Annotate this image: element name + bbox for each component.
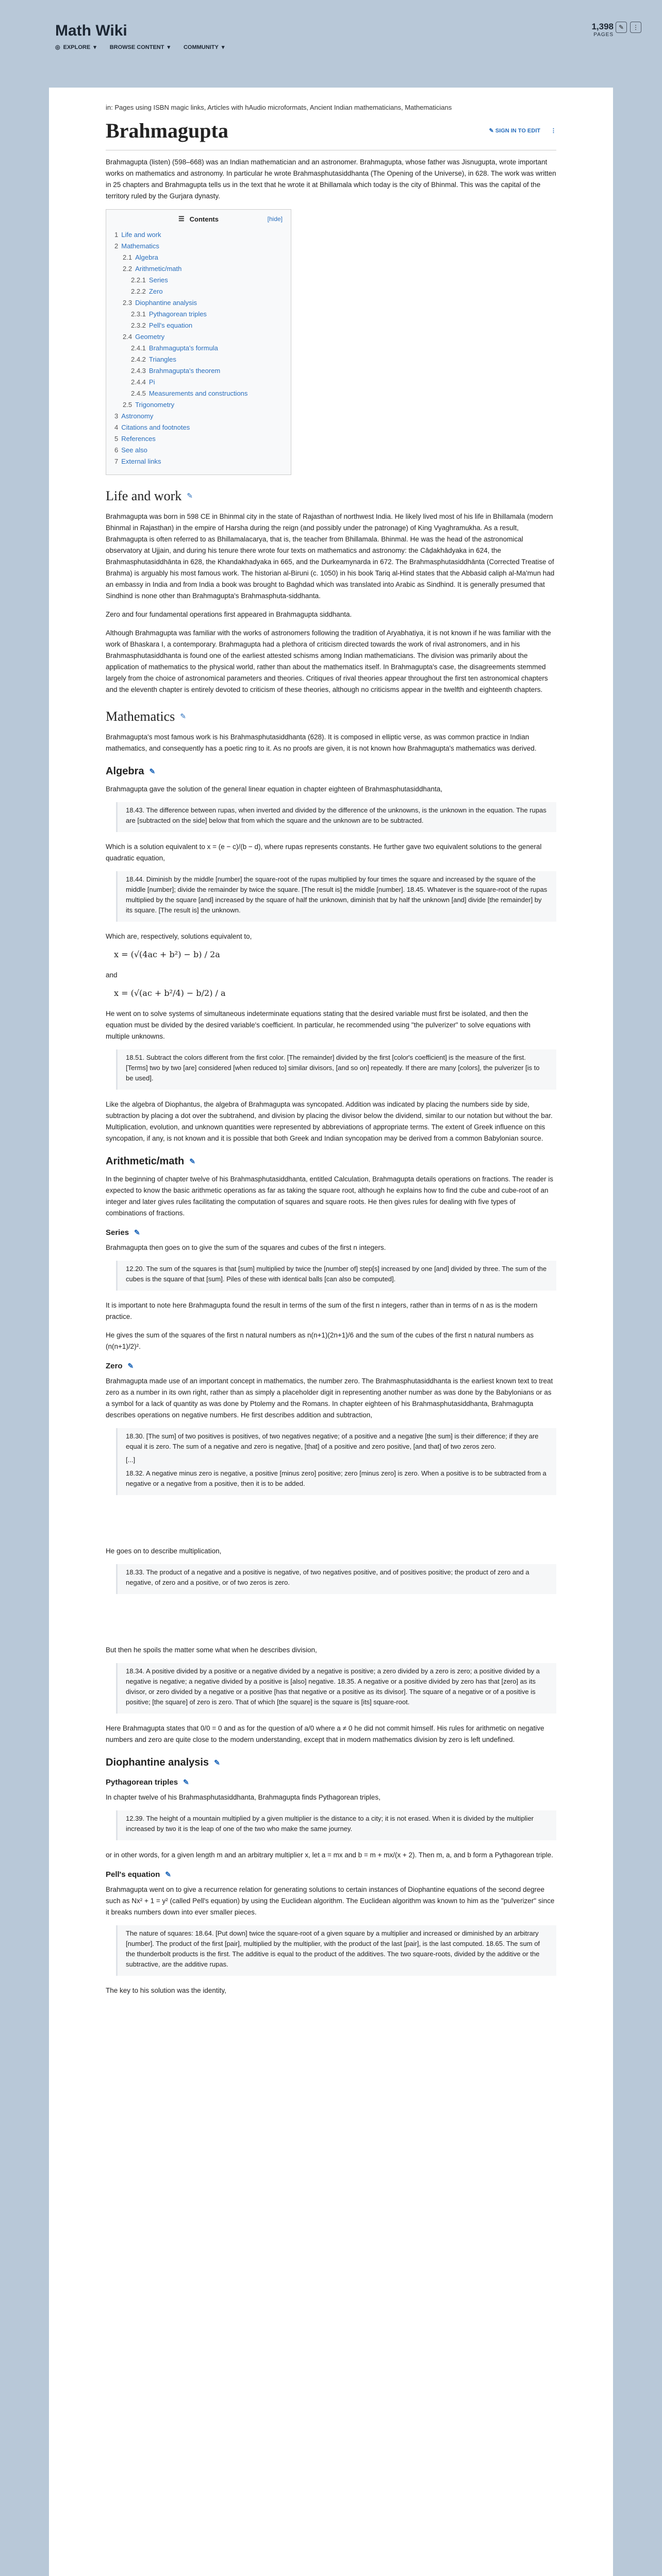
blockquote: 18.51. Subtract the colors different from the first color. [The remainder] divided by the first [color's coefficient] is the measure of the first. [Terms] two by two [are] considered [when reduced to] similar divisors, [and so on] repeatedly. If there are many [colors], the pulverizer [is to be used]. — [116, 1049, 556, 1090]
toc-item-number: 2.2.2 — [131, 287, 146, 295]
chevron-down-icon: ▾ — [167, 44, 170, 50]
toc-item-number: 2.5 — [123, 401, 133, 409]
life-paragraph: Although Brahmagupta was familiar with the works of astronomers following the tradition of Aryabhatiya, it is not known if he was familiar with the work of Bhaskara I, a contemporary. Brahmagupta had a plethora of criticism directed towards the work of rival astronomers, and in his Brahmasphutasiddhanta is found one of the earliest attested schisms among Indian mathematicians. The division was primarily about the application of mathematics to the physical world, rather than about the mathematics itself. In Brahmagupta's case, the disagreements stemmed largely from the choice of astronomical parameters and theories. Critiques of rival theories appear throughout the first ten astronomical chapters and the eleventh chapter is entirely devoted to criticism of these theories, although no criticisms appear in the twelfth and eighteenth chapters. — [106, 629, 551, 693]
toc-item-label[interactable]: Algebra — [135, 253, 158, 261]
toc-item-label[interactable]: Brahmagupta's formula — [148, 344, 218, 352]
toc-item[interactable] — [114, 422, 283, 433]
toc-item-number: 2.2 — [123, 265, 133, 273]
toc-item-number: 2.3.2 — [131, 321, 146, 329]
toc-item-number: 2.4 — [123, 333, 133, 341]
chevron-down-icon: ▾ — [221, 44, 225, 50]
toc-item[interactable] — [114, 320, 283, 331]
formula: x = (√(ac + b²/4) − b/2) / a — [114, 988, 226, 998]
section-heading-diophantine: Diophantine analysis ✎ — [106, 1757, 220, 1768]
spacer — [106, 1603, 556, 1645]
toc-item-number: 2.4.5 — [131, 389, 146, 397]
toc-item-label[interactable]: Geometry — [135, 333, 165, 341]
series-paragraph: Brahmagupta then goes on to give the sum of the squares and cubes of the first n integers. — [106, 1244, 386, 1251]
compass-icon: ◎ — [55, 44, 60, 50]
toc-item[interactable] — [114, 331, 283, 343]
algebra-paragraph: Brahmagupta gave the solution of the general linear equation in chapter eighteen of Brahmasphutasiddhanta, — [106, 785, 442, 793]
blockquote: 18.43. The difference between rupas, when inverted and divided by the difference of the unknowns, is the unknown in the equation. The rupas are [subtracted on the side] below that from which the square and the unknown are to be subtracted. — [116, 802, 556, 832]
series-paragraph: He gives the sum of the squares of the first n natural numbers as n(n+1)(2n+1)/6 and the sum of the cubes of the first n natural numbers as (n(n+1)/2)². — [106, 1331, 534, 1350]
zero-paragraph: He goes on to describe multiplication, — [106, 1547, 222, 1555]
toc-item[interactable] — [114, 229, 283, 241]
blockquote: 18.30. [The sum] of two positives is positives, of two negatives negative; of a positive and a negative [the sum] is their difference; if they are equal it is zero. The sum of a negative and zero is negative, [that] of a positive and zero positive, [and that] of two zeros zero. [...] 18.32. A negative minus zero is negative, a positive [minus zero] positive; zero [minus zero] is zero. When a positive is to be subtracted from a negative or a negative from a positive, then it is to be added. — [116, 1428, 556, 1495]
toc-item[interactable] — [114, 286, 283, 297]
toc-item-label[interactable]: Diophantine analysis — [135, 299, 197, 307]
toc-item[interactable] — [114, 309, 283, 320]
pell-paragraph: Brahmagupta went on to give a recurrence relation for generating solutions to certain instances of Diophantine equations of the second degree such as Nx² + 1 = y² (called Pell's equation) by using the Euclidean algorithm. The Euclidean algorithm was known to him as the "pulverizer" since it breaks numbers down into ever smaller pieces. — [106, 1886, 555, 1916]
toc-item-label[interactable]: See also — [121, 446, 147, 454]
breadcrumb[interactable]: in: Pages using ISBN magic links, Articles with hAudio microformats, Ancient Indian mathematicians, Mathematicians — [106, 104, 452, 111]
toc-item-label[interactable]: Astronomy — [121, 412, 154, 420]
nav-explore[interactable]: ◎ EXPLORE ▾ — [55, 44, 96, 50]
section-heading-pythagorean: Pythagorean triples ✎ — [106, 1778, 189, 1787]
algebra-paragraph: Which is a solution equivalent to x = (e − c)/(b − d), where rupas represents constants. He further gave two equivalent solutions to the general quadratic equation, — [106, 843, 542, 862]
page-title: Brahmagupta — [106, 119, 228, 142]
toc-item-number: 1 — [114, 231, 119, 239]
toc-item-number: 2.4.1 — [131, 344, 146, 352]
edit-section-icon[interactable]: ✎ — [214, 1758, 220, 1767]
toc-title: Contents — [189, 215, 219, 223]
sign-in-button[interactable]: ✎ SIGN IN TO EDIT — [489, 128, 540, 134]
edit-section-icon[interactable]: ✎ — [189, 1157, 195, 1165]
toc-item-label[interactable]: Pell's equation — [148, 321, 193, 329]
toc-item-label[interactable]: Series — [148, 276, 168, 284]
toc-item-number: 2.4.3 — [131, 367, 146, 375]
toc-item[interactable] — [114, 263, 283, 275]
title-row — [106, 118, 556, 143]
toc-list — [114, 229, 283, 467]
site-header — [0, 0, 662, 88]
toc-item-number: 2.3.1 — [131, 310, 146, 318]
blockquote: 12.39. The height of a mountain multiplied by a given multiplier is the distance to a city; it is not erased. When it is divided by the multiplier increased by two it is the leap of one of the two who make the same journey. — [116, 1810, 556, 1840]
pencil-icon: ✎ — [489, 128, 495, 134]
pages-stat — [591, 22, 614, 38]
edit-section-icon[interactable]: ✎ — [183, 1778, 189, 1786]
toc-item-label[interactable]: Pi — [148, 378, 155, 386]
section-heading-algebra: Algebra ✎ — [106, 766, 156, 777]
toc-item-label[interactable]: External links — [121, 457, 161, 465]
toc-item-number: 4 — [114, 423, 119, 431]
pythagorean-paragraph: or in other words, for a given length m and an arbitrary multiplier x, let a = mx and b = m + mx/(x + 2). Then m, a, and b form a Pythagorean triple. — [106, 1851, 553, 1859]
toc-item-label[interactable]: Triangles — [148, 355, 176, 363]
edit-icon[interactable]: ✎ — [616, 22, 627, 33]
zero-paragraph: Brahmagupta made use of an important concept in mathematics, the number zero. The Brahmasphutasiddhanta is the earliest known text to treat zero as a number in its own right, rather than as simply a placeholder digit in representing another number as was done by the Babylonians or as a symbol for a lack of quantity as was done by Ptolemy and the Romans. In chapter eighteen of his Brahmasphutasiddhanta, Brahmagupta describes operations on negative numbers. He first describes addition and subtraction, — [106, 1377, 553, 1419]
pythagorean-paragraph: In chapter twelve of his Brahmasphutasiddhanta, Brahmagupta finds Pythagorean triples, — [106, 1793, 380, 1801]
toc-item[interactable] — [114, 456, 283, 467]
life-paragraph: Zero and four fundamental operations first appeared in Brahmagupta siddhanta. — [106, 611, 352, 618]
edit-section-icon[interactable]: ✎ — [180, 713, 187, 721]
blockquote: 12.20. The sum of the squares is that [sum] multiplied by twice the [number of] step[s] increased by one [and] divided by three. The sum of the cubes is the square of that [sum]. Piles of these with identical balls [can also be computed]. — [116, 1261, 556, 1291]
section-heading-pell: Pell's equation ✎ — [106, 1870, 171, 1879]
toc-item[interactable] — [114, 241, 283, 252]
formula: x = (√(4ac + b²) − b) / 2a — [114, 950, 220, 959]
toc-item-label[interactable]: Pythagorean triples — [148, 310, 207, 318]
blockquote: 18.33. The product of a negative and a positive is negative, of two negatives positive, and of positives positive; the product of zero and a negative, of zero and a positive, or of two zeros is zero. — [116, 1564, 556, 1594]
more-options-icon[interactable]: ⋮ — [551, 128, 556, 134]
toc-item-label[interactable]: Brahmagupta's theorem — [148, 367, 221, 375]
nav-browse-content[interactable]: BROWSE CONTENT ▾ — [109, 44, 170, 50]
nav-community[interactable]: COMMUNITY ▾ — [183, 44, 225, 50]
toc-item[interactable] — [114, 377, 283, 388]
section-heading-zero: Zero ✎ — [106, 1362, 134, 1370]
edit-section-icon[interactable]: ✎ — [165, 1870, 171, 1878]
edit-section-icon[interactable]: ✎ — [134, 1228, 140, 1236]
toc-item[interactable] — [114, 433, 283, 445]
and-text: and — [106, 971, 118, 979]
toc-item-label[interactable]: References — [121, 435, 156, 443]
toc-item[interactable] — [114, 354, 283, 365]
toc-item-label[interactable]: Zero — [148, 287, 163, 295]
header-icons — [616, 22, 641, 33]
toc-item-number: 6 — [114, 446, 119, 454]
toc-item-number: 7 — [114, 457, 119, 465]
title-actions — [489, 127, 556, 134]
toc-item-label[interactable]: Measurements and constructions — [148, 389, 248, 397]
toc-item-number: 3 — [114, 412, 119, 420]
toc-item[interactable] — [114, 275, 283, 286]
chevron-down-icon: ▾ — [93, 44, 96, 50]
toc-item-label[interactable]: Life and work — [121, 231, 161, 239]
blockquote: The nature of squares: 18.64. [Put down] twice the square-root of a given square by a multiplier and increased or diminished by an arbitrary [number]. The product of the first [pair], multiplied by the multiplier, with the product of the last [pair], is the last computed. 18.65. The sum of the thunderbolt products is the first. The additive is equal to the product of the additives. The two square-roots, divided by the additive or the subtractive, are the additive rupas. — [116, 1925, 556, 1976]
toc-item-number: 2.2.1 — [131, 276, 146, 284]
toc-item[interactable] — [114, 297, 283, 309]
toc-item-number: 2.1 — [123, 253, 133, 261]
series-paragraph: It is important to note here Brahmagupta found the result in terms of the sum of the first n integers, rather than in terms of n as is the modern practice. — [106, 1301, 538, 1320]
pages-label: PAGES — [593, 32, 614, 38]
toc-item-label[interactable]: Trigonometry — [135, 401, 175, 409]
article-page — [49, 88, 613, 2576]
section-heading-arithmetic: Arithmetic/math ✎ — [106, 1156, 195, 1167]
toc-item-number: 2.4.4 — [131, 378, 146, 386]
edit-section-icon[interactable]: ✎ — [127, 1362, 134, 1370]
toc-item-number: 5 — [114, 435, 119, 443]
spacer — [106, 1504, 556, 1546]
toc-item[interactable] — [114, 365, 283, 377]
toc-item[interactable] — [114, 411, 283, 422]
life-paragraph: Brahmagupta was born in 598 CE in Bhinmal city in the state of Rajasthan of northwest India. He likely lived most of his life in Bhillamala (modern Bhinmal in Rajasthan) in the empire of Harsha during the reign (and possibly under the patronage) of King Vyaghramukha. As a result, Brahmagupta is often referred to as Bhillamalacarya, that is, the teacher from Bhillamala. Bhinmal. He was the head of the astronomical observatory at Ujjain, and during his tenure there wrote four texts on mathematics and astronomy: the Cāḍakhādyaka in 624, the Brahmasphutasiddhānta in 628, the Khandakhadyaka in 665, and the Durkeamynarda in 672. The Brahmasphutasiddhānta (Corrected Treatise of Brahma) is arguably his most famous work. The historian al-Biruni (c. 1050) in his book Tariq al-Hind states that the Abbasid caliph al-Ma'mun had an embassy in India and from India a book was brought to Baghdad which was translated into Arabic as Sindhind. It is generally presumed that Sindhind is none other than Brahmagupta's Brahmasphuta-siddhanta. — [106, 513, 555, 600]
toc-item[interactable] — [114, 252, 283, 263]
edit-section-icon[interactable]: ✎ — [187, 492, 193, 500]
pell-paragraph: The key to his solution was the identity, — [106, 1987, 226, 1994]
arithmetic-paragraph: In the beginning of chapter twelve of his Brahmasphutasiddhanta, entitled Calculation, Brahmagupta details operations on fractions. The reader is expected to know the basic arithmetic operations as far as taking the square root, although he explains how to find the cube and cube-root of an integer and later gives rules facilitating the computation of squares and square roots. He then gives rules for dealing with five types of combinations of fractions. — [106, 1175, 554, 1217]
toc-item-number: 2.4.2 — [131, 355, 146, 363]
blockquote: 18.44. Diminish by the middle [number] the square-root of the rupas multiplied by four times the square and increased by the square of the middle [number]; divide the remainder by twice the square. [The result is] the middle [number]. 18.45. Whatever is the square-root of the rupas multiplied by the square [and] increased by the square of half the unknown, diminish that by half the unknown [and] divide [the remainder] by its square. [The result is] the unknown. — [116, 871, 556, 922]
table-of-contents — [106, 209, 291, 475]
toc-item[interactable] — [114, 399, 283, 411]
pages-count: 1,398 — [591, 22, 614, 31]
algebra-paragraph: He went on to solve systems of simultaneous indeterminate equations stating that the desired variable must first be isolated, and then the equation must be divided by the desired variable's coefficient. In particular, he recommended using "the pulverizer" to solve equations with multiple unknowns. — [106, 1010, 531, 1040]
section-heading-series: Series ✎ — [106, 1228, 140, 1237]
toc-item-label[interactable]: Citations and footnotes — [121, 423, 190, 431]
algebra-paragraph: Like the algebra of Diophantus, the algebra of Brahmagupta was syncopated. Addition was indicated by placing the numbers side by side, subtraction by placing a dot over the subtrahend, and division by placing the divisor below the dividend, similar to our notation but without the bar. Multiplication, evolution, and unknown quantities were represented by abbreviations of appropriate terms. The extent of Greek influence on this syncopation, if any, is not known and it is possible that both Greek and Indian syncopation may be derived from a common Babylonian source. — [106, 1100, 553, 1142]
blockquote: 18.34. A positive divided by a positive or a negative divided by a negative is positive; a zero divided by a zero is zero; a positive divided by a negative is negative; a negative divided by a positive is [also] negative. 18.35. A negative or a positive divided by zero has that [zero] as its divisor, or zero divided by a negative or a positive [has that negative or a positive as its divisor]. The square of a negative or of a positive is positive; [the square] of zero is zero. That of which [the square] is the square is [its] square-root. — [116, 1663, 556, 1714]
list-icon: ☰ — [178, 215, 185, 223]
toc-hide-link[interactable]: [hide] — [267, 215, 283, 223]
wiki-name[interactable]: Math Wiki — [55, 22, 127, 39]
zero-paragraph: Here Brahmagupta states that 0/0 = 0 and as for the question of a/0 where a ≠ 0 he did not commit himself. His rules for arithmetic on negative numbers and zero are quite close to the modern understanding, except that in modern mathematics division by zero is left undefined. — [106, 1724, 544, 1743]
more-icon[interactable]: ⋮ — [630, 22, 641, 33]
edit-section-icon[interactable]: ✎ — [149, 767, 156, 775]
intro-paragraph: Brahmagupta (listen) (598–668) was an Indian mathematician and an astronomer. Brahmagupta, whose father was Jisnugupta, wrote important works on mathematics and astronomy. In particular he wrote Brahmasphutasiddhanta (The Opening of the Universe), in 628. The work was written in 25 chapters and Brahmagupta tells us in the text that he wrote it at Bhillamala which today is the city of Bhinmal. This was the capital of the territory ruled by the Gurjara dynasty. — [106, 158, 556, 200]
section-heading-mathematics: Mathematics ✎ — [106, 709, 187, 724]
top-navigation — [55, 44, 224, 50]
toc-item-number: 2 — [114, 242, 119, 250]
toc-item[interactable] — [114, 445, 283, 456]
toc-item[interactable] — [114, 343, 283, 354]
math-paragraph: Brahmagupta's most famous work is his Brahmasphutasiddhanta (628). It is composed in elliptic verse, as was common practice in Indian mathematics, and consequently has a poetic ring to it. As no proofs are given, it is not known how Brahmagupta's mathematics was derived. — [106, 733, 537, 752]
section-heading-life: Life and work ✎ — [106, 488, 193, 503]
zero-paragraph: But then he spoils the matter some what when he describes division, — [106, 1646, 317, 1654]
toc-item-label[interactable]: Arithmetic/math — [135, 265, 182, 273]
toc-item-number: 2.3 — [123, 299, 133, 307]
toc-header — [114, 215, 283, 223]
toc-item-label[interactable]: Mathematics — [121, 242, 159, 250]
toc-item[interactable] — [114, 388, 283, 399]
algebra-paragraph: Which are, respectively, solutions equivalent to, — [106, 933, 252, 940]
